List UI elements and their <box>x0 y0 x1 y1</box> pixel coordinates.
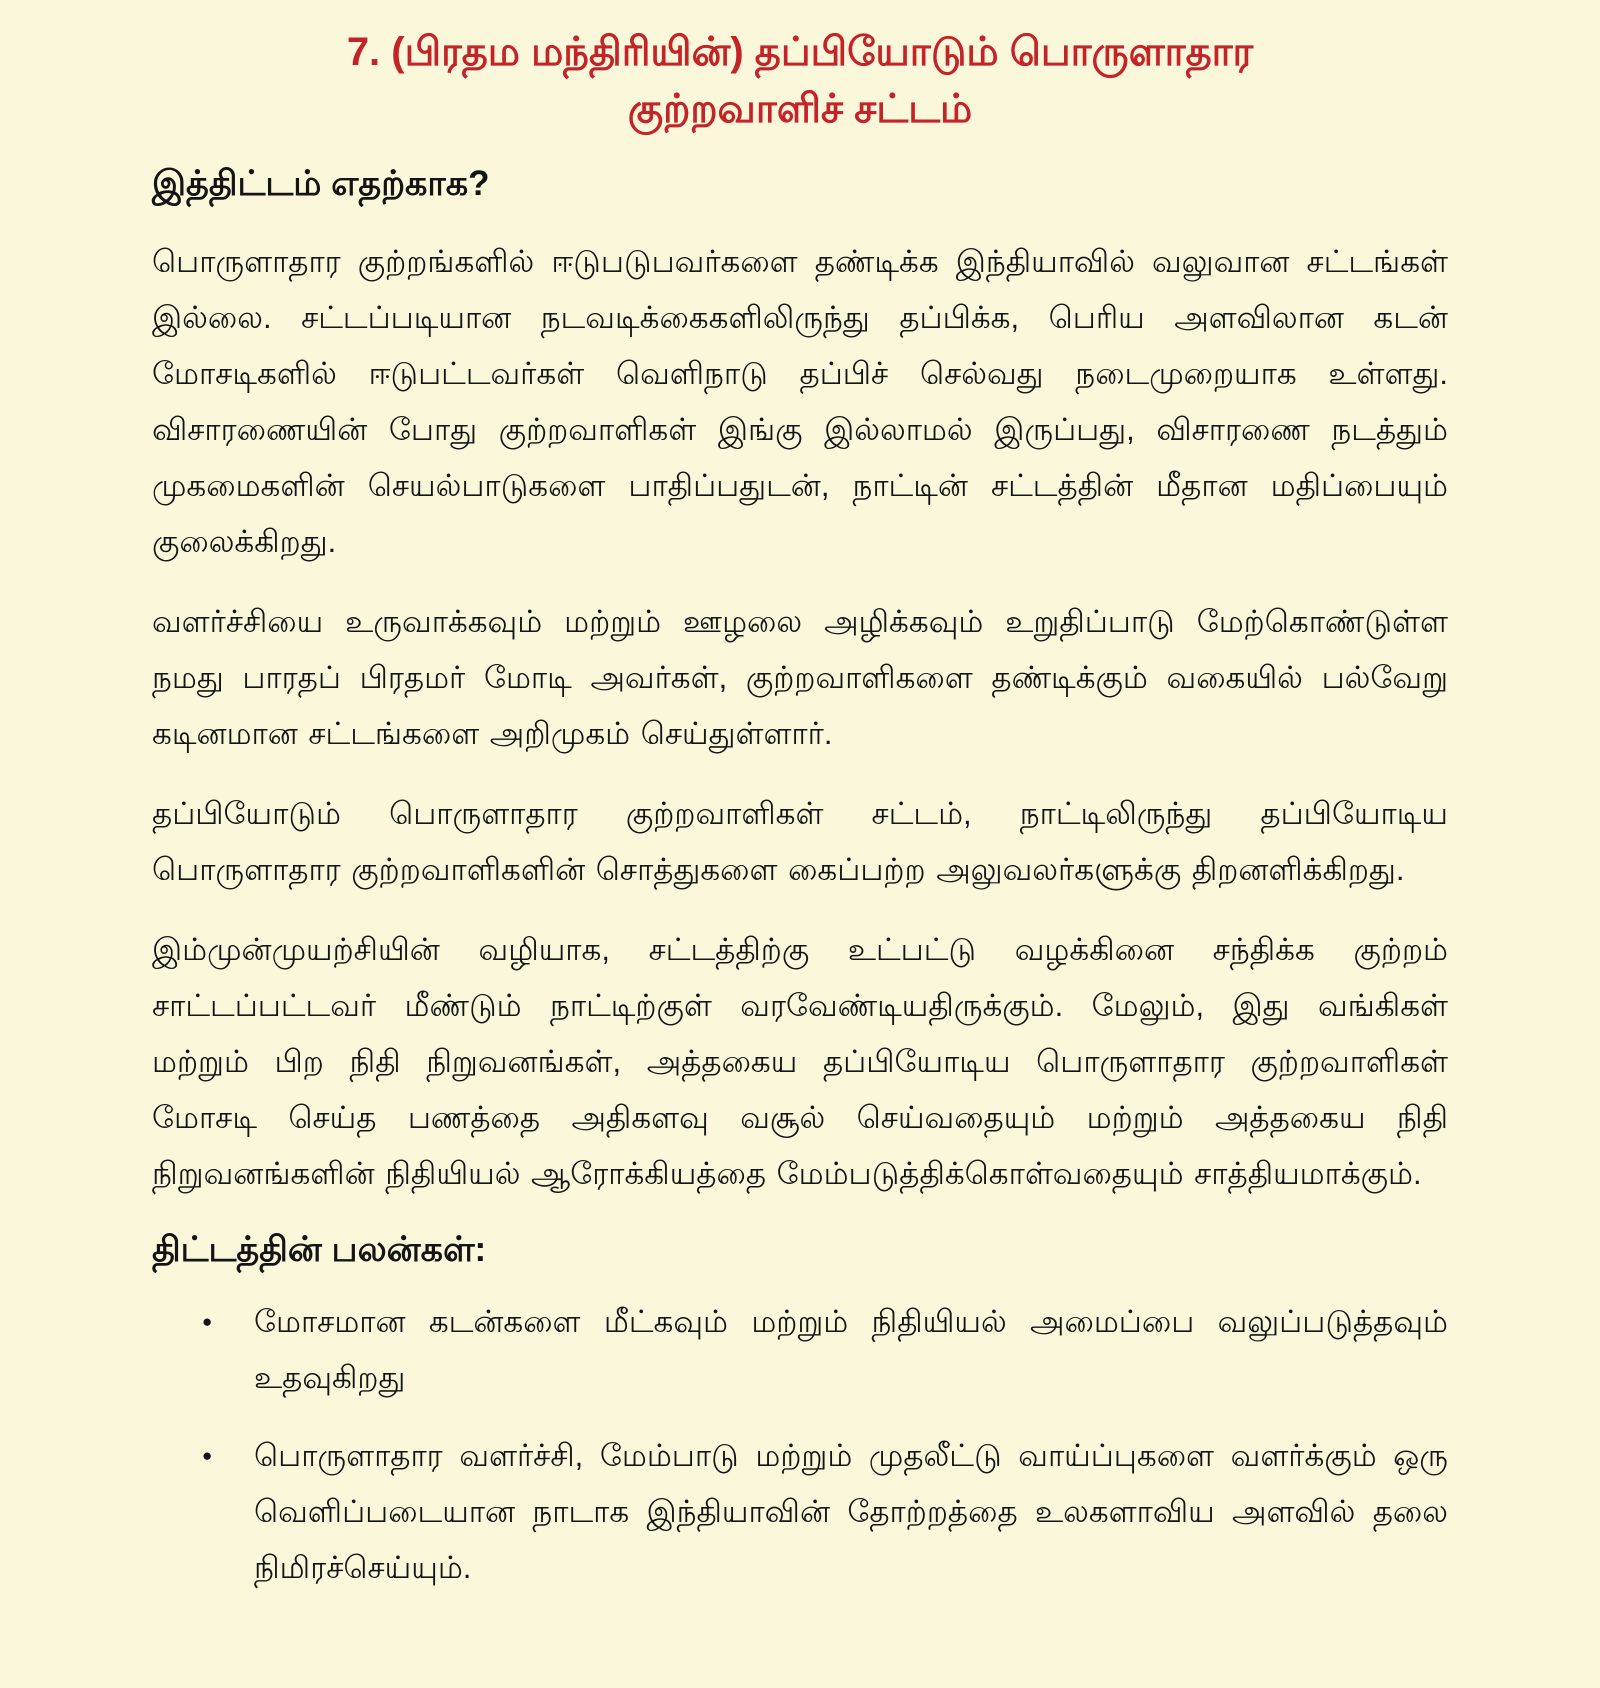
document-title-line-2: குற்றவாளிச் சட்டம் <box>627 87 973 131</box>
section-heading-benefits: திட்டத்தின் பலன்கள்: <box>152 1230 487 1269</box>
purpose-paragraph-1: பொருளாதார குற்றங்களில் ஈடுபடுபவர்களை தண்டிக்க இந்தியாவில் வலுவான சட்டங்கள் இல்லை. சட்டப்படியான நடவடிக்கைகளிலிருந்து தப்பிக்க, பெரிய அளவிலான கடன் மோசடிகளில் ஈடுபட்டவர்கள் வெளிநாடு தப்பிச் செல்வது நடைமுறையாக உள்ளது. விசாரணையின் போது குற்றவாளிகள் இங்கு இல்லாமல் இருப்பது, விசாரணை நடத்தும் முகமைகளின் செயல்பாடுகளை பாதிப்பதுடன், நாட்டின் சட்டத்தின் மீதான மதிப்பையும் குலைக்கிறது. <box>152 244 1448 559</box>
purpose-paragraph-2: வளர்ச்சியை உருவாக்கவும் மற்றும் ஊழலை அழிக்கவும் உறுதிப்பாடு மேற்கொண்டுள்ள நமது பாரதப் பிரதமர் மோடி அவர்கள், குற்றவாளிகளை தண்டிக்கும் வகையில் பல்வேறு கடினமான சட்டங்களை அறிமுகம் செய்துள்ளார். <box>152 604 1448 751</box>
bullet-icon: ● <box>202 1446 213 1465</box>
bullet-icon: ● <box>202 1312 213 1331</box>
benefits-list <box>152 1294 1448 1596</box>
purpose-paragraph-4: இம்முன்முயற்சியின் வழியாக, சட்டத்திற்கு உட்பட்டு வழக்கினை சந்திக்க குற்றம் சாட்டப்பட்டவர் மீண்டும் நாட்டிற்குள் வரவேண்டியதிருக்கும். மேலும், இது வங்கிகள் மற்றும் பிற நிதி நிறுவனங்கள், அத்தகைய தப்பியோடிய பொருளாதார குற்றவாளிகள் மோசடி செய்த பணத்தை அதிகளவு வசூல் செய்வதையும் மற்றும் அத்தகைய நிதி நிறுவனங்களின் நிதியியல் ஆரோக்கியத்தை மேம்படுத்திக்கொள்வதையும் சாத்தியமாக்கும். <box>152 932 1448 1191</box>
list-item <box>202 1294 1448 1406</box>
document-title-line-1: 7. (பிரதம மந்திரியின்) தப்பியோடும் பொருளாதார <box>346 30 1254 74</box>
list-item <box>202 1428 1448 1596</box>
purpose-paragraph-3: தப்பியோடும் பொருளாதார குற்றவாளிகள் சட்டம், நாட்டிலிருந்து தப்பியோடிய பொருளாதார குற்றவாளிகளின் சொத்துகளை கைப்பற்ற அலுவலர்களுக்கு திறனளிக்கிறது. <box>152 796 1448 887</box>
benefit-item-text-1: மோசமான கடன்களை மீட்கவும் மற்றும் நிதியியல் அமைப்பை வலுப்படுத்தவும் உதவுகிறது <box>254 1304 1448 1395</box>
section-heading-purpose: இத்திட்டம் எதற்காக? <box>152 164 490 203</box>
document-title <box>152 24 1448 138</box>
benefit-item-text-2: பொருளாதார வளர்ச்சி, மேம்பாடு மற்றும் முதலீட்டு வாய்ப்புகளை வளர்க்கும் ஒரு வெளிப்படையான நாடாக இந்தியாவின் தோற்றத்தை உலகளாவிய அளவில் தலை நிமிரச்செய்யும். <box>254 1438 1448 1585</box>
